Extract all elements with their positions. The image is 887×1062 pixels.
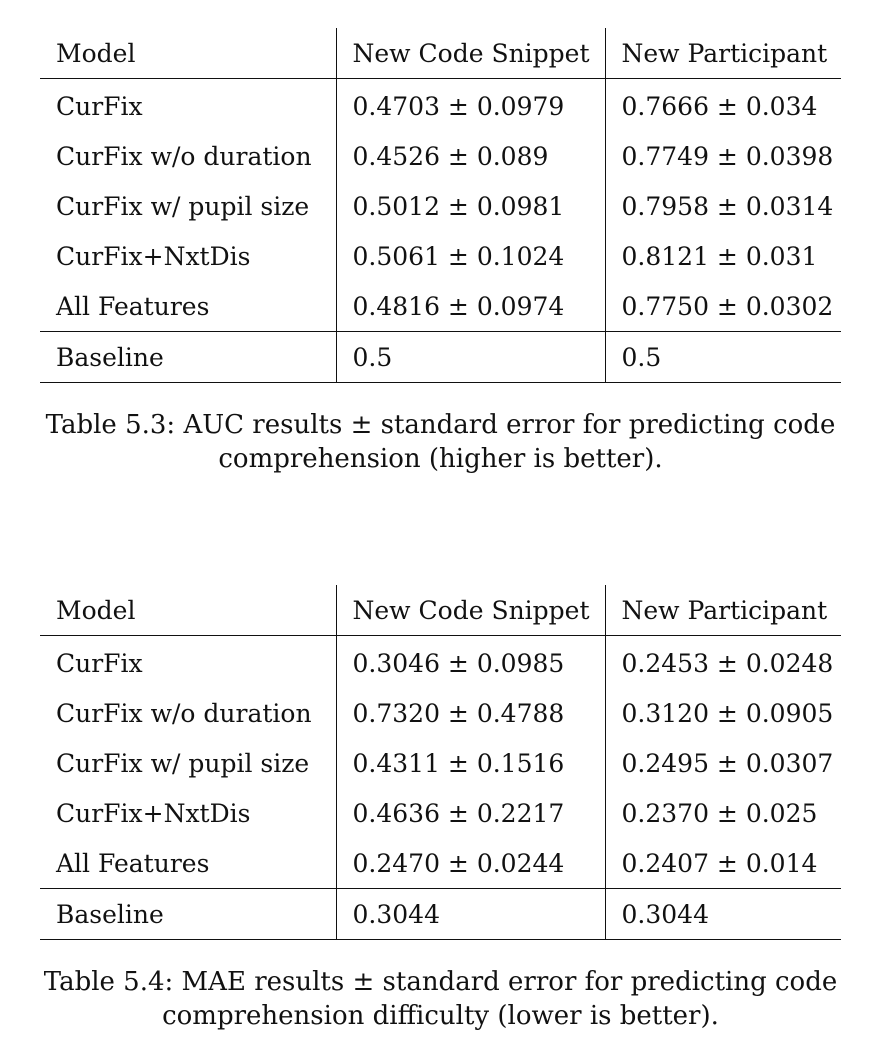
participant-value: 0.3120 ± 0.0905 — [605, 688, 841, 738]
participant-value: 0.2407 ± 0.014 — [605, 838, 841, 889]
snippet-value: 0.4636 ± 0.2217 — [336, 788, 605, 838]
model-name: All Features — [56, 291, 210, 321]
baseline-row — [40, 332, 841, 383]
header-new-code-snippet: New Code Snippet — [336, 585, 605, 636]
table-row — [40, 231, 841, 281]
snippet-value: 0.4526 ± 0.089 — [336, 131, 605, 181]
model-name: Baseline — [40, 889, 336, 940]
caption-line: comprehension (higher is better). — [218, 444, 663, 474]
snippet-value: 0.3046 ± 0.0985 — [336, 636, 605, 689]
baseline-row — [40, 889, 841, 940]
model-name: CurFix — [56, 91, 143, 121]
table-header-row — [40, 28, 841, 79]
participant-value: 0.7666 ± 0.034 — [605, 79, 841, 132]
participant-value: 0.7750 ± 0.0302 — [605, 281, 841, 332]
participant-value: 0.3044 — [605, 889, 841, 940]
table-row — [40, 131, 841, 181]
caption-line: comprehension difficulty (lower is better). — [162, 1001, 719, 1031]
model-name: CurFix w/ pupil size — [56, 191, 310, 221]
table-row — [40, 738, 841, 788]
snippet-value: 0.5 — [336, 332, 605, 383]
snippet-value: 0.5012 ± 0.0981 — [336, 181, 605, 231]
table-row — [40, 181, 841, 231]
snippet-value: 0.3044 — [336, 889, 605, 940]
caption-line: Table 5.4: MAE results ± standard error for predicting code — [43, 967, 838, 997]
model-name: Baseline — [40, 332, 336, 383]
header-new-participant: New Participant — [605, 585, 841, 636]
model-name: CurFix w/o duration — [56, 141, 312, 171]
table-row — [40, 788, 841, 838]
participant-value-best: 0.8121 ± 0.031 — [605, 231, 841, 281]
table-header-row — [40, 585, 841, 636]
table-row — [40, 281, 841, 332]
table-row — [40, 79, 841, 132]
snippet-value-best: 0.5061 ± 0.1024 — [336, 231, 605, 281]
snippet-value: 0.4816 ± 0.0974 — [336, 281, 605, 332]
participant-value: 0.2453 ± 0.0248 — [605, 636, 841, 689]
participant-value: 0.7749 ± 0.0398 — [605, 131, 841, 181]
caption-line: Table 5.3: AUC results ± standard error for predicting code — [45, 410, 836, 440]
mae-table — [40, 585, 841, 940]
mae-results-table — [40, 585, 841, 940]
header-model: Model — [40, 28, 336, 79]
table-row — [40, 838, 841, 889]
model-name: CurFix w/o duration — [56, 698, 312, 728]
snippet-value-best: 0.2470 ± 0.0244 — [336, 838, 605, 889]
snippet-value: 0.4311 ± 0.1516 — [336, 738, 605, 788]
model-name: CurFix w/ pupil size — [56, 748, 310, 778]
table-row — [40, 688, 841, 738]
participant-value-best: 0.2370 ± 0.025 — [605, 788, 841, 838]
participant-value: 0.7958 ± 0.0314 — [605, 181, 841, 231]
table-caption-5-4 — [40, 965, 841, 1033]
auc-results-table — [40, 28, 841, 383]
table-caption-5-3 — [40, 408, 841, 476]
participant-value: 0.2495 ± 0.0307 — [605, 738, 841, 788]
participant-value: 0.5 — [605, 332, 841, 383]
model-name: All Features — [56, 848, 210, 878]
model-name: CurFix+NxtDis — [56, 798, 251, 828]
snippet-value: 0.7320 ± 0.4788 — [336, 688, 605, 738]
header-new-participant: New Participant — [605, 28, 841, 79]
table-row — [40, 636, 841, 689]
auc-table — [40, 28, 841, 383]
model-name: CurFix — [56, 648, 143, 678]
header-new-code-snippet: New Code Snippet — [336, 28, 605, 79]
model-name: CurFix+NxtDis — [56, 241, 251, 271]
header-model: Model — [40, 585, 336, 636]
snippet-value: 0.4703 ± 0.0979 — [336, 79, 605, 132]
